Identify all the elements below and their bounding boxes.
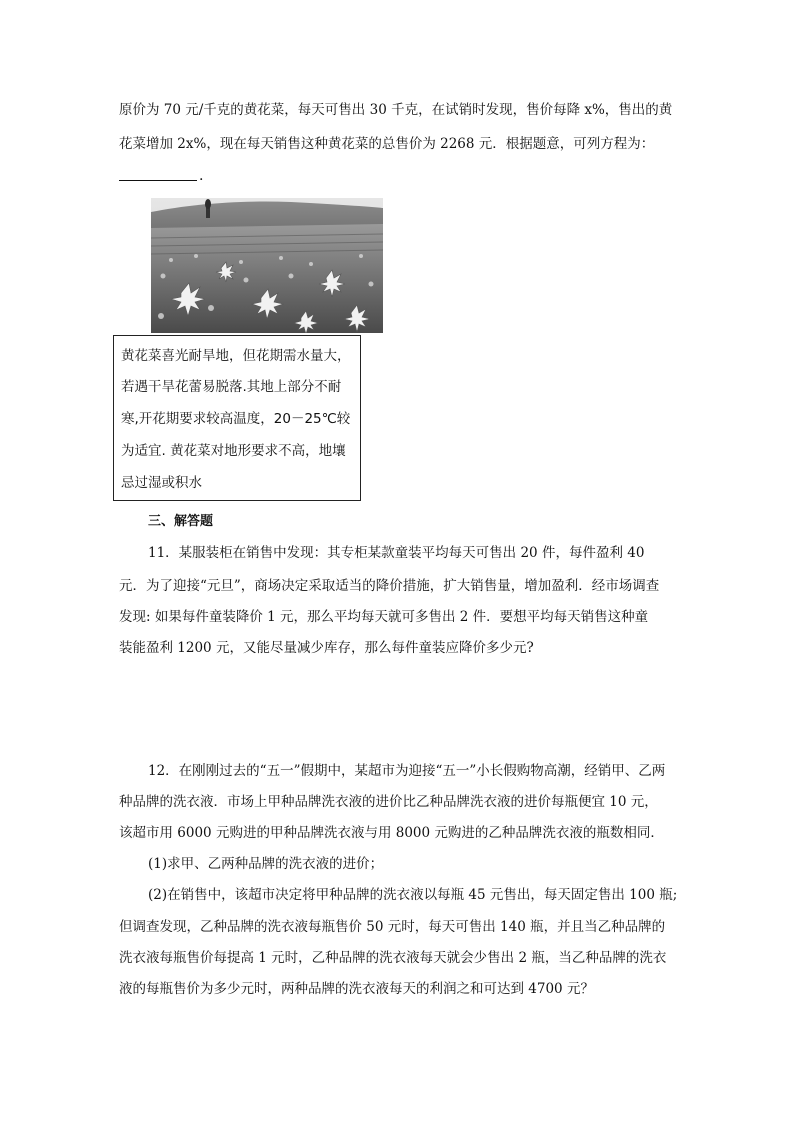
problem-10-line-2: 花菜增加 2x%，现在每天销售这种黄花菜的总售价为 2268 元．根据题意，可列方程为： (119, 136, 655, 152)
problem-12-part-2-line-1: (2)在销售中，该超市决定将甲种品牌的洗衣液以每瓶 45 元售出，每天固定售出 100 瓶; (148, 887, 678, 903)
problem-12-line-1: 12．在刚刚过去的“五一”假期中，某超市为迎接“五一”小长假购物高潮，经销甲、乙两 (148, 763, 666, 779)
answer-period: . (199, 168, 204, 184)
problem-10-line-1: 原价为 70 元/千克的黄花菜，每天可售出 30 千克，在试销时发现，售价每降 x%，售出的黄 (119, 102, 673, 118)
info-line-1: 黄花菜喜光耐旱地，但花期需水量大， (121, 348, 351, 364)
daylily-field-photo (151, 198, 383, 333)
info-line-5: 忌过湿或积水 (121, 475, 202, 491)
info-line-4: 为适宜. 黄花菜对地形要求不高，地壤 (121, 443, 346, 459)
problem-11-line-1: 11．某服装柜在销售中发现：其专柜某款童装平均每天可售出 20 件，每件盈利 40 (148, 545, 645, 561)
problem-12-part-1: (1)求甲、乙两种品牌的洗衣液的进价； (148, 856, 384, 872)
info-line-2: 若遇干旱花蕾易脱落.其地上部分不耐 (121, 379, 342, 395)
info-line-3: 寒,开花期要求较高温度，20－25℃较 (121, 411, 351, 427)
problem-11-line-4: 装能盈利 1200 元，又能尽量减少库存，那么每件童装应降价多少元? (119, 640, 534, 656)
problem-11-line-2: 元．为了迎接“元旦”，商场决定采取适当的降价措施，扩大销售量，增加盈利．经市场调查 (119, 578, 660, 594)
section-title: 三、解答题 (148, 514, 214, 529)
problem-12-line-2: 种品牌的洗衣液．市场上甲种品牌洗衣液的进价比乙种品牌洗衣液的进价每瓶便宜 10 元， (119, 794, 658, 810)
problem-12-part-2-line-4: 液的每瓶售价为多少元时，两种品牌的洗衣液每天的利润之和可达到 4700 元？ (119, 981, 594, 997)
problem-12-part-2-line-2: 但调查发现，乙种品牌的洗衣液每瓶售价 50 元时，每天可售出 140 瓶，并且当乙种品牌的 (119, 919, 666, 935)
problem-12-part-2-line-3: 洗衣液每瓶售价每提高 1 元时，乙种品牌的洗衣液每天就会少售出 2 瓶，当乙种品牌的洗衣 (119, 950, 667, 966)
problem-12-line-3: 该超市用 6000 元购进的甲种品牌洗衣液与用 8000 元购进的乙种品牌洗衣液的瓶数相同． (119, 825, 664, 841)
daylily-info-box (113, 335, 361, 501)
problem-11-line-3: 发现: 如果每件童装降价 1 元，那么平均每天就可多售出 2 件．要想平均每天销售这种童 (119, 609, 649, 625)
answer-blank[interactable] (119, 180, 197, 181)
